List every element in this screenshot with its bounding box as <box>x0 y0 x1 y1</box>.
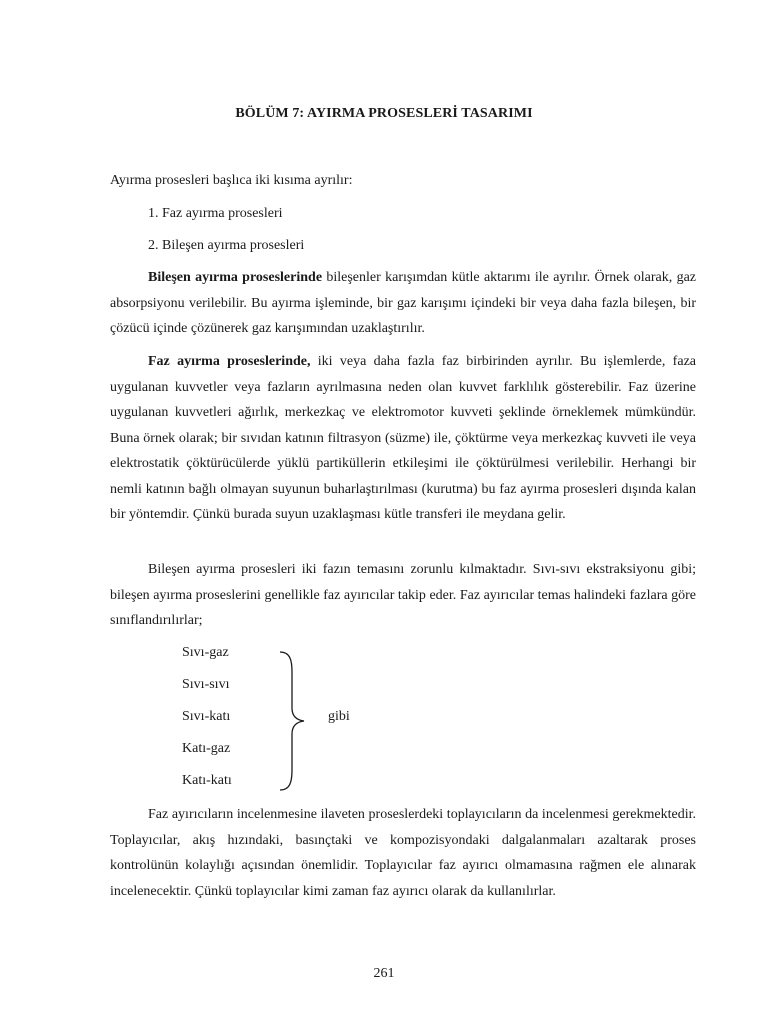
phase-item: Sıvı-sıvı <box>182 677 230 692</box>
brace-label: gibi <box>328 709 350 724</box>
paragraph-body: bileşenler karışımdan kütle aktarımı ile ayrılır. Örnek olarak, gaz absorpsiyonu verilebilir. Bu ayırma işleminde, bir gaz karışımı içindeki bir veya daha fazla bileşen, bir çözücü içinde çözünerek gaz karışımından uzaklaştırılır. <box>110 270 697 336</box>
paragraph-phase-separators <box>110 557 696 634</box>
paragraph-body: Bileşen ayırma prosesleri iki fazın temasını zorunlu kılmaktadır. Sıvı-sıvı ekstraksiyonu gibi; bileşen ayırma proseslerini genellikle faz ayırıcılar takip eder. Faz ayırıcılar temas halindeki fazlara göre sınıflandırılırlar; <box>110 562 696 628</box>
paragraph-bold-lead: Faz ayırma proseslerinde, <box>148 354 311 369</box>
phase-item: Katı-gaz <box>182 741 231 756</box>
intro-text: Ayırma prosesleri başlıca iki kısıma ayrılır: <box>110 173 353 188</box>
phase-item: Sıvı-katı <box>182 709 231 724</box>
paragraph-bold-lead: Bileşen ayırma proseslerinde <box>148 270 323 285</box>
paragraph-component-separation <box>110 265 696 342</box>
curly-brace-icon <box>278 650 308 792</box>
paragraph-body: Faz ayırıcıların incelenmesine ilaveten proseslerdeki toplayıcıların da incelenmesi gerekmektedir. Toplayıcılar, akış hızındaki, basınçtaki ve kompozisyondaki dalgalanmaları azaltarak proses kontrolünün kolaylığı açısından önemlidir. Toplayıcılar faz ayırıcı olmamasına rağmen ele alınarak incelenecektir. Çünkü toplayıcılar kimi zaman faz ayırıcı olarak da kullanılırlar. <box>110 807 696 899</box>
paragraph-collectors <box>110 802 696 904</box>
paragraph-body: iki veya daha fazla faz birbirinden ayrılır. Bu işlemlerde, faza uygulanan kuvvetler veya fazların ayrılmasına neden olan kuvvet farklılık gösterebilir. Faz üzerine uygulanan kuvvetleri ağırlık, merkezkaç ve elektromotor kuvveti şeklinde örneklemek mümkündür. Buna örnek olarak; bir sıvıdan katının filtrasyon (süzme) ile, çöktürme veya merkezkaç kuvveti ile veya elektrostatik çöktürücülerde yüklü partiküllerin etkileşimi ile çöktürülmesi verilebilir. Herhangi bir nemli katının bağlı olmayan suyunun buharlaştırılması (kurutma) bu faz ayırma prosesleri dışında kalan bir yöntemdir. Çünkü burada suyun uzaklaşması kütle transferi ile meydana gelir. <box>110 354 696 522</box>
chapter-title: BÖLÜM 7: AYIRMA PROSESLERİ TASARIMI <box>235 106 533 121</box>
list-item: 1. Faz ayırma prosesleri <box>148 206 283 221</box>
list-item: 2. Bileşen ayırma prosesleri <box>148 238 305 253</box>
page-number: 261 <box>373 966 395 981</box>
phase-item: Katı-katı <box>182 773 232 788</box>
phase-item: Sıvı-gaz <box>182 645 229 660</box>
paragraph-phase-separation <box>110 349 696 528</box>
